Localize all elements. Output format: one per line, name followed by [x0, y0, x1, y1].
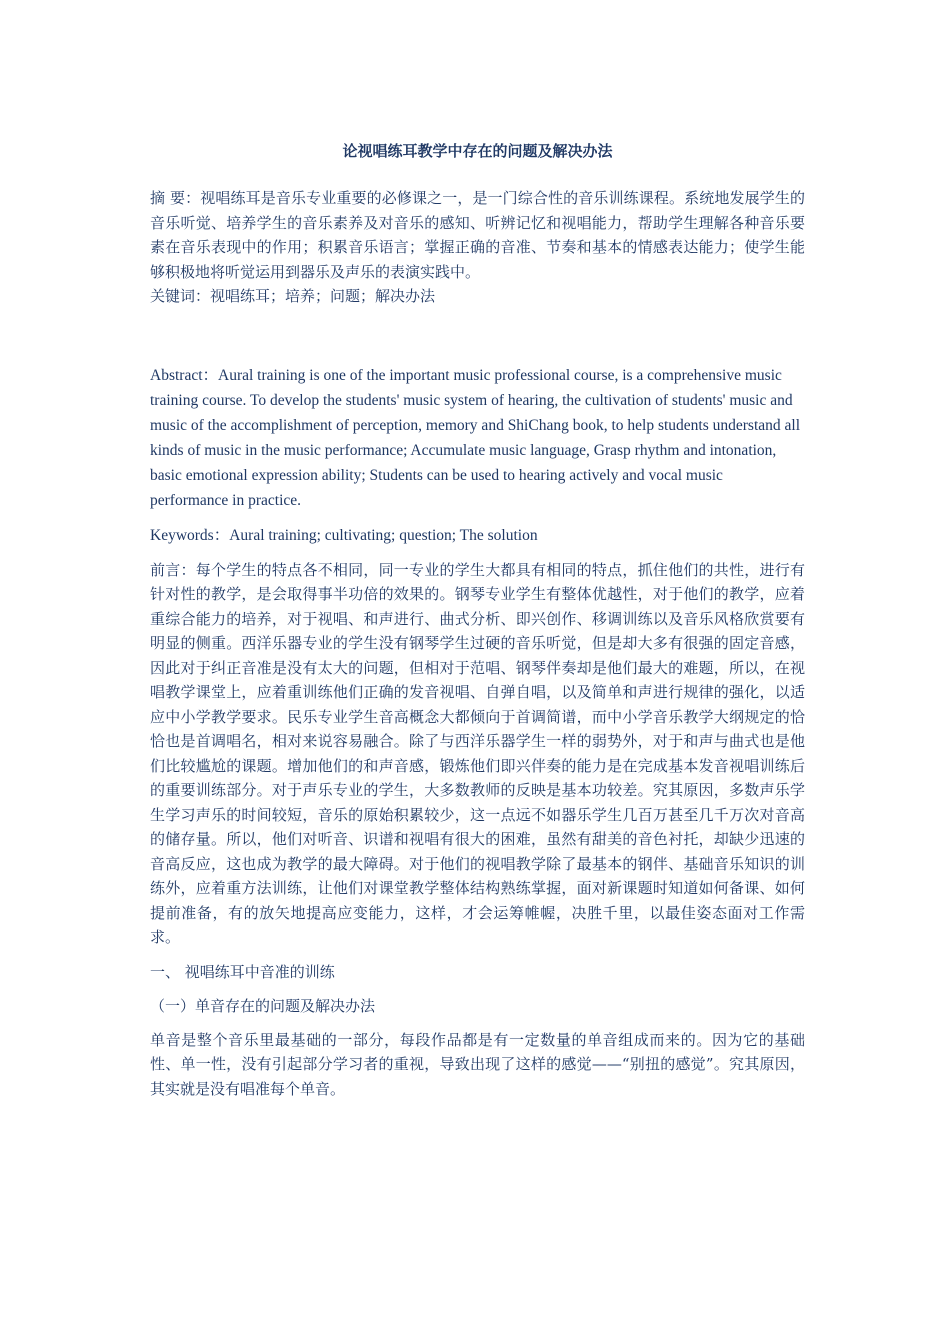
subsection-heading: （一）单音存在的问题及解决办法: [150, 996, 376, 1015]
section-heading: 一、 视唱练耳中音准的训练: [150, 962, 335, 981]
spacer: [150, 513, 805, 523]
document-page: [150, 138, 805, 1101]
keywords-english: Keywords：Aural training; cultivating; question; The solution: [150, 526, 538, 544]
preface-paragraph: 前言：每个学生的特点各不相同，同一专业的学生大都具有相同的特点，抓住他们的共性，进行有针对性的教学，是会取得事半功倍的效果的。钢琴专业学生有整体优越性，对于他们的教学，应着重综合能力的培养，对于视唱、和声进行、曲式分析、即兴创作、移调训练以及音乐风格欣赏要有明显的侧重。西洋乐器专业的学生没有钢琴学生过硬的音乐听觉，但是却大多有很强的固定音感，因此对于纠正音准是没有太大的问题，但相对于范唱、钢琴伴奏却是他们最大的难题，所以，在视唱教学课堂上，应着重训练他们正确的发音视唱、自弹自唱，以及简单和声进行规律的强化，以适应中小学教学要求。民乐专业学生音高概念大都倾向于首调简谱，而中小学音乐教学大纲规定的恰恰也是首调唱名，相对来说容易融合。除了与西洋乐器学生一样的弱势外，对于和声与曲式也是他们比较尴尬的课题。增加他们的和声音感，锻炼他们即兴伴奏的能力是在完成基本发音视唱训练后的重要训练部分。对于声乐专业的学生，大多数教师的反映是基本功较差。究其原因，多数声乐学生学习声乐的时间较短，音乐的原始积累较少，这一点远不如器乐学生几百万甚至几千万次对音高的储存量。所以，他们对听音、识谱和视唱有很大的困难，虽然有甜美的音色衬托，却缺少迅速的音高反应，这也成为教学的最大障碍。对于他们的视唱教学除了最基本的钢伴、基础音乐知识的训练外，应着重方法训练，让他们对课堂教学整体结构熟练掌握，面对新课题时知道如何备课、如何提前准备，有的放矢地提高应变能力，这样，才会运筹帷幄，决胜千里，以最佳姿态面对工作需求。: [150, 560, 805, 946]
spacer: [150, 309, 805, 363]
spacer: [150, 950, 805, 960]
spacer: [150, 548, 805, 558]
spacer: [150, 984, 805, 994]
abstract-chinese: 摘 要：视唱练耳是音乐专业重要的必修课之一，是一门综合性的音乐训练课程。系统地发展学生的音乐听觉、培养学生的音乐素养及对音乐的感知、听辨记忆和视唱能力，帮助学生理解各种音乐要素在音乐表现中的作用；积累音乐语言；掌握正确的音准、节奏和基本的情感表达能力；使学生能够积极地将听觉运用到器乐及声乐的表演实践中。: [150, 189, 805, 281]
keywords-chinese: 关键词：视唱练耳；培养；问题；解决办法: [150, 287, 436, 305]
document-title: 论视唱练耳教学中存在的问题及解决办法: [342, 142, 613, 160]
spacer: [150, 1018, 805, 1028]
body-paragraph: 单音是整个音乐里最基础的一部分，每段作品都是有一定数量的单音组成而来的。因为它的基础性、单一性，没有引起部分学习者的重视，导致出现了这样的感觉——“别扭的感觉”。究其原因，其实就是没有唱准每个单音。: [150, 1030, 805, 1098]
abstract-english: Abstract：Aural training is one of the important music professional course, is a comprehensive music training course. To develop the students' music system of hearing, the cultivation of students' music and music of the accomplishment of perception, memory and ShiChang book, to help students understand all kinds of music in the music performance; Accumulate music language, Grasp rhythm and intonation, basic emotional expression ability; Students can be used to hearing actively and vocal music performance in practice.: [150, 366, 801, 509]
